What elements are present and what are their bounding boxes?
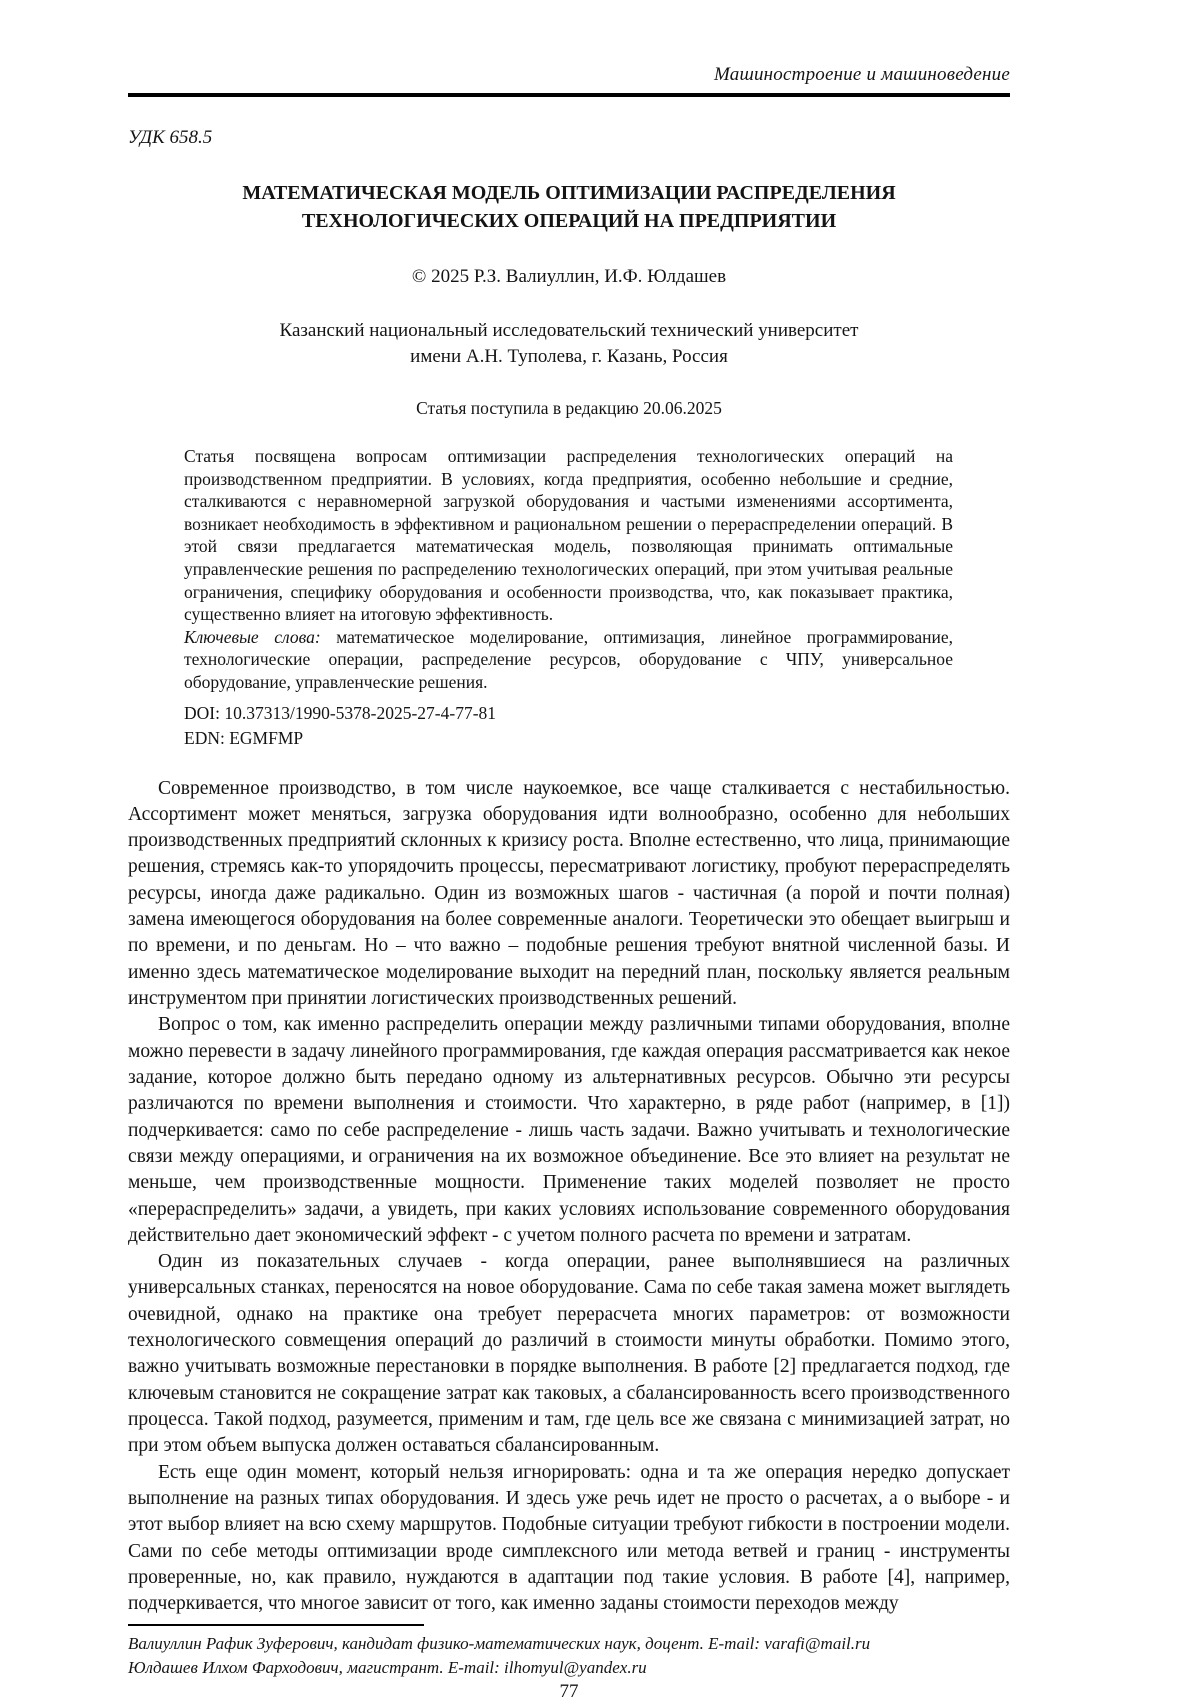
- title-line-1: МАТЕМАТИЧЕСКАЯ МОДЕЛЬ ОПТИМИЗАЦИИ РАСПРЕДЕЛЕНИЯ: [242, 182, 896, 204]
- affiliation: [128, 318, 1010, 370]
- header-rule: [128, 93, 1010, 97]
- footnote-line: Валиуллин Рафик Зуферович, кандидат физико-математических наук, доцент. E-mail: varafi@mail.ru: [128, 1633, 871, 1653]
- abstract-text: Статья посвящена вопросам оптимизации распределения технологических операций на производственном предприятии. В условиях, когда предприятия, особенно небольшие и средние, сталкиваются с неравномерной загрузкой оборудования и частыми изменениями ассортимента, возникает необходимость в эффективном и рациональном решении о перераспределении операций. В этой связи предлагается математическая модель, позволяющая принимать оптимальные управленческие решения по распределению технологических операций, при этом учитывая реальные ограничения, специфику оборудования и особенности производства, что, как показывает практика, существенно влияет на итоговую эффективность.: [184, 446, 953, 625]
- keywords-text: математическое моделирование, оптимизация, линейное программирование, технологические операции, распределение ресурсов, оборудование с ЧПУ, универсальное оборудование, управленческие решения.: [184, 626, 954, 692]
- keywords: [184, 626, 953, 694]
- edn-line: EDN: EGMFMP: [184, 727, 304, 748]
- article-title: [128, 179, 1010, 236]
- udc-code: УДК 658.5: [128, 127, 213, 148]
- received-note: Статья поступила в редакцию 20.06.2025: [416, 398, 722, 419]
- body-paragraph: Есть еще один момент, который нельзя игнорировать: одна и та же операция нередко допускает выполнение на разных типах оборудования. И здесь уже речь идет не просто о расчетах, а о выборе - и этот выбор влияет на всю схему маршрутов. Подобные ситуации требуют гибкости в построении модели. Сами по себе методы оптимизации вроде симплексного или метода ветвей и границ - инструменты проверенные, но, как правило, нуждаются в адаптации под такие условия. В работе [4], например, подчеркивается, что многое зависит от того, как именно заданы стоимости переходов между: [128, 1461, 1010, 1615]
- doi-line: DOI: 10.37313/1990-5378-2025-27-4-77-81: [184, 703, 497, 724]
- article-body: [128, 776, 1010, 1618]
- body-paragraph: Современное производство, в том числе наукоемкое, все чаще сталкивается с нестабильностью. Ассортимент может меняться, загрузка оборудования идти волнообразно, особенно для небольших производственных предприятий склонных к кризису роста. Вполне естественно, что лица, принимающие решения, стремясь как-то упорядочить процессы, пересматривают логистику, пробуют перераспределять ресурсы, иногда даже радикально. Один из возможных шагов - частичная (а порой и почти полная) замена имеющегося оборудования на более современные аналоги. Теоретически это обещает выигрыш и по времени, и по деньгам. Но – что важно – подобные решения требуют внятной численной базы. И именно здесь математическое моделирование выходит на передний план, поскольку является реальным инструментом при принятии логистических производственных решений.: [128, 777, 1010, 1010]
- body-paragraph: Один из показательных случаев - когда операции, ранее выполнявшиеся на различных универсальных станках, переносятся на новое оборудование. Сама по себе такая замена может выглядеть очевидной, однако на практике она требует перерасчета многих параметров: от возможности технологического совмещения операций до различий в стоимости минуты обработки. Помимо этого, важно учитывать возможные перестановки в порядке выполнения. В работе [2] предлагается подход, где ключевым становится не сокращение затрат как таковых, а сбалансированность всего производственного процесса. Такой подход, разумеется, применим и там, где цель все же связана с минимизацией затрат, но при этом объем выпуска должен оставаться сбалансированным.: [128, 1251, 1010, 1457]
- title-line-2: ТЕХНОЛОГИЧЕСКИХ ОПЕРАЦИЙ НА ПРЕДПРИЯТИИ: [301, 210, 837, 233]
- footnote-rule: [128, 1624, 424, 1626]
- footnote: [128, 1632, 1010, 1681]
- authors-line: © 2025 Р.З. Валиуллин, И.Ф. Юлдашев: [411, 265, 727, 287]
- keywords-label: Ключевые слова:: [184, 626, 321, 647]
- affiliation-line-2: имени А.Н. Туполева, г. Казань, Россия: [410, 346, 728, 367]
- abstract-block: [184, 445, 953, 749]
- body-paragraph: Вопрос о том, как именно распределить операции между различными типами оборудования, вполне можно перевести в задачу линейного программирования, где каждая операция рассматривается как некое задание, которое должно быть передано одному из альтернативных ресурсов. Обычно эти ресурсы различаются по времени выполнения и стоимости. Что характерно, в ряде работ (например, в [1]) подчеркивается: само по себе распределение - лишь часть задачи. Важно учитывать и технологические связи между операциями, и ограничения на их возможное объединение. Все это влияет на результат не меньше, чем производственные мощности. Применение таких моделей позволяет не просто «перераспределить» задачи, а увидеть, при каких условиях использование современного оборудования действительно дает экономический эффект - с учетом полного расчета по времени и затратам.: [128, 1014, 1010, 1246]
- footnote-line: Юлдашев Илхом Фарходович, магистрант. E-mail: ilhomyul@yandex.ru: [128, 1658, 647, 1678]
- affiliation-line-1: Казанский национальный исследовательский технический университет: [279, 319, 859, 341]
- running-head: Машиностроение и машиноведение: [713, 64, 1010, 85]
- page-number: 77: [559, 1680, 579, 1698]
